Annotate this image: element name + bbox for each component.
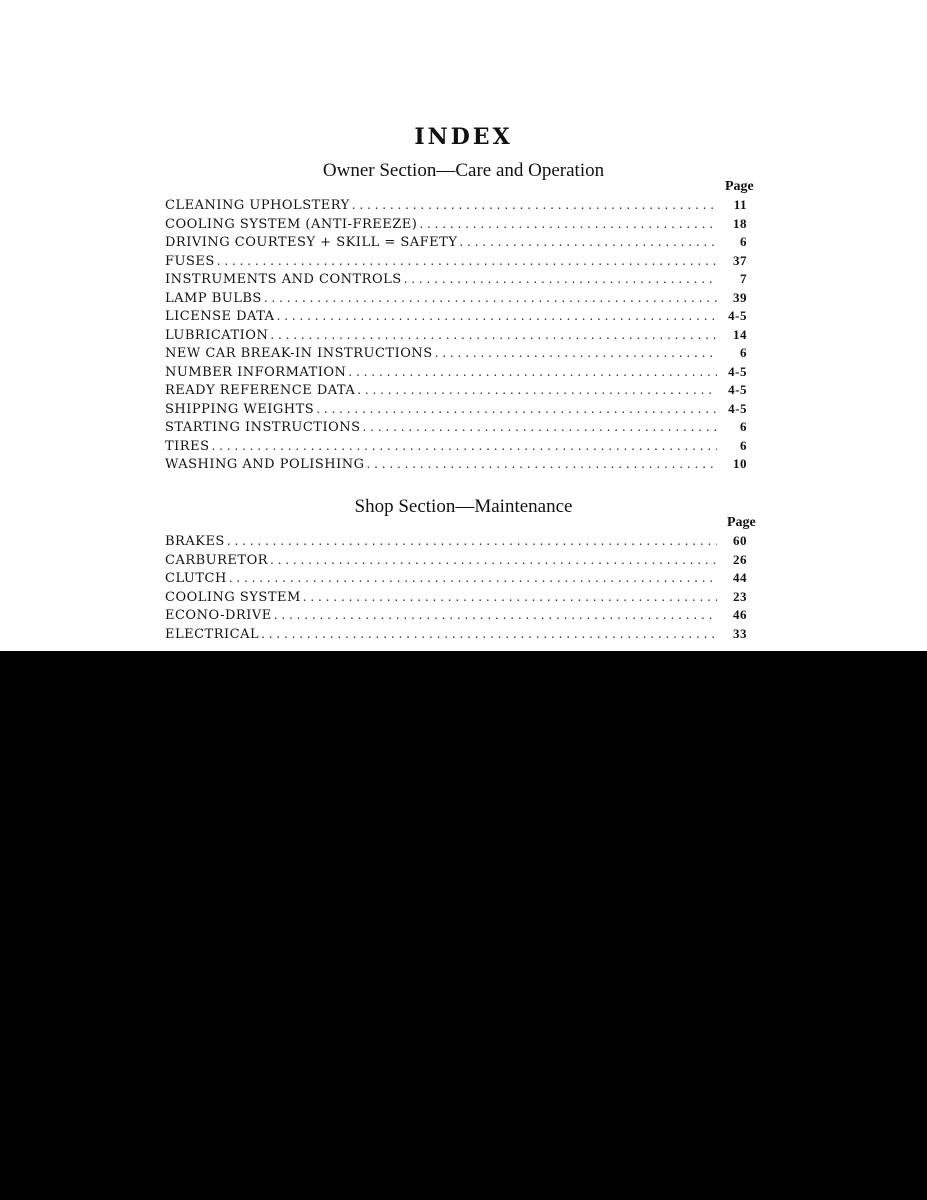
toc-entry	[165, 626, 747, 645]
leader-dots	[404, 272, 717, 286]
toc-entry-name: CLUTCH	[165, 571, 227, 586]
toc-entry-name: BRAKES	[165, 534, 225, 549]
leader-dots	[435, 346, 717, 360]
toc-entry	[165, 308, 747, 327]
leader-dots	[229, 571, 717, 585]
toc-entry	[165, 589, 747, 608]
toc-entry-name: STARTING INSTRUCTIONS	[165, 420, 361, 435]
toc-entry-name: NEW CAR BREAK-IN INSTRUCTIONS	[165, 346, 433, 361]
shop-section-list	[165, 533, 747, 644]
toc-entry	[165, 456, 747, 475]
toc-entry	[165, 271, 747, 290]
leader-dots	[316, 402, 717, 416]
toc-entry	[165, 253, 747, 272]
leader-dots	[217, 254, 717, 268]
toc-entry-page: 10	[733, 456, 747, 471]
toc-entry	[165, 401, 747, 420]
leader-dots	[363, 420, 717, 434]
leader-dots	[261, 627, 717, 641]
toc-entry-name: LAMP BULBS	[165, 290, 262, 306]
toc-entry-page: 60	[733, 533, 747, 548]
toc-entry-name: COOLING SYSTEM	[165, 589, 301, 605]
toc-entry	[165, 552, 747, 571]
leader-dots	[277, 309, 717, 323]
toc-entry	[165, 533, 747, 552]
toc-entry-page: 6	[740, 345, 747, 360]
shop-section-heading: Shop Section—Maintenance	[354, 496, 573, 517]
toc-entry-name: LICENSE DATA	[165, 309, 275, 324]
toc-entry-page: 18	[733, 215, 747, 231]
toc-entry-page: 4-5	[728, 308, 747, 323]
toc-entry-page: 4-5	[728, 363, 747, 379]
toc-entry-page: 11	[733, 197, 747, 212]
toc-entry-name: FUSES	[165, 253, 215, 269]
leader-dots	[357, 383, 717, 397]
toc-entry-page: 37	[733, 252, 747, 268]
leader-dots	[419, 217, 717, 231]
toc-entry-page: 4-5	[728, 400, 747, 416]
toc-entry-name: CARBURETOR	[165, 552, 269, 568]
toc-entry	[165, 197, 747, 216]
toc-entry	[165, 438, 747, 457]
owner-section-heading: Owner Section—Care and Operation	[322, 160, 605, 181]
toc-entry-name: NUMBER INFORMATION	[165, 364, 347, 380]
leader-dots	[274, 608, 717, 622]
toc-entry-name: INSTRUMENTS AND CONTROLS	[165, 272, 402, 287]
leader-dots	[227, 534, 717, 548]
toc-entry-name: DRIVING COURTESY + SKILL = SAFETY	[165, 235, 458, 250]
leader-dots	[367, 457, 717, 471]
toc-entry	[165, 234, 747, 253]
toc-entry-name: CLEANING UPHOLSTERY	[165, 198, 350, 213]
toc-entry-page: 7	[740, 271, 747, 286]
toc-entry-page: 6	[740, 437, 747, 453]
index-title: INDEX	[414, 124, 513, 150]
toc-entry-page: 6	[740, 419, 747, 434]
toc-entry-page: 4-5	[728, 382, 747, 397]
leader-dots	[303, 590, 717, 604]
toc-entry-page: 14	[733, 326, 747, 342]
toc-entry-name: ELECTRICAL	[165, 626, 260, 642]
leader-dots	[459, 235, 717, 249]
leader-dots	[270, 553, 717, 567]
toc-entry-page: 26	[733, 551, 747, 567]
owner-section-list	[165, 197, 747, 475]
toc-entry	[165, 290, 747, 309]
toc-entry-page: 44	[733, 570, 747, 585]
toc-entry	[165, 382, 747, 401]
black-redaction-area	[0, 651, 927, 1200]
owner-page-column-label: Page	[725, 179, 754, 194]
toc-entry-page: 23	[733, 588, 747, 604]
toc-entry	[165, 216, 747, 235]
leader-dots	[212, 439, 718, 453]
toc-entry-name: READY REFERENCE DATA	[165, 383, 356, 398]
toc-entry-name: ECONO-DRIVE	[165, 608, 272, 623]
toc-entry-name: COOLING SYSTEM (ANTI-FREEZE)	[165, 216, 418, 232]
toc-entry-name: LUBRICATION	[165, 327, 269, 343]
toc-entry	[165, 419, 747, 438]
toc-entry-page: 33	[733, 625, 747, 641]
toc-entry-name: TIRES	[165, 438, 210, 454]
toc-entry-page: 39	[733, 289, 747, 305]
leader-dots	[348, 365, 717, 379]
leader-dots	[352, 198, 717, 212]
toc-entry-page: 46	[733, 607, 747, 622]
toc-entry	[165, 570, 747, 589]
toc-entry-page: 6	[740, 234, 747, 249]
toc-entry-name: WASHING AND POLISHING	[165, 457, 365, 472]
toc-entry	[165, 345, 747, 364]
toc-entry	[165, 607, 747, 626]
shop-page-column-label: Page	[727, 515, 756, 530]
toc-entry	[165, 364, 747, 383]
toc-entry	[165, 327, 747, 346]
toc-entry-name: SHIPPING WEIGHTS	[165, 401, 315, 417]
leader-dots	[264, 291, 717, 305]
leader-dots	[270, 328, 717, 342]
